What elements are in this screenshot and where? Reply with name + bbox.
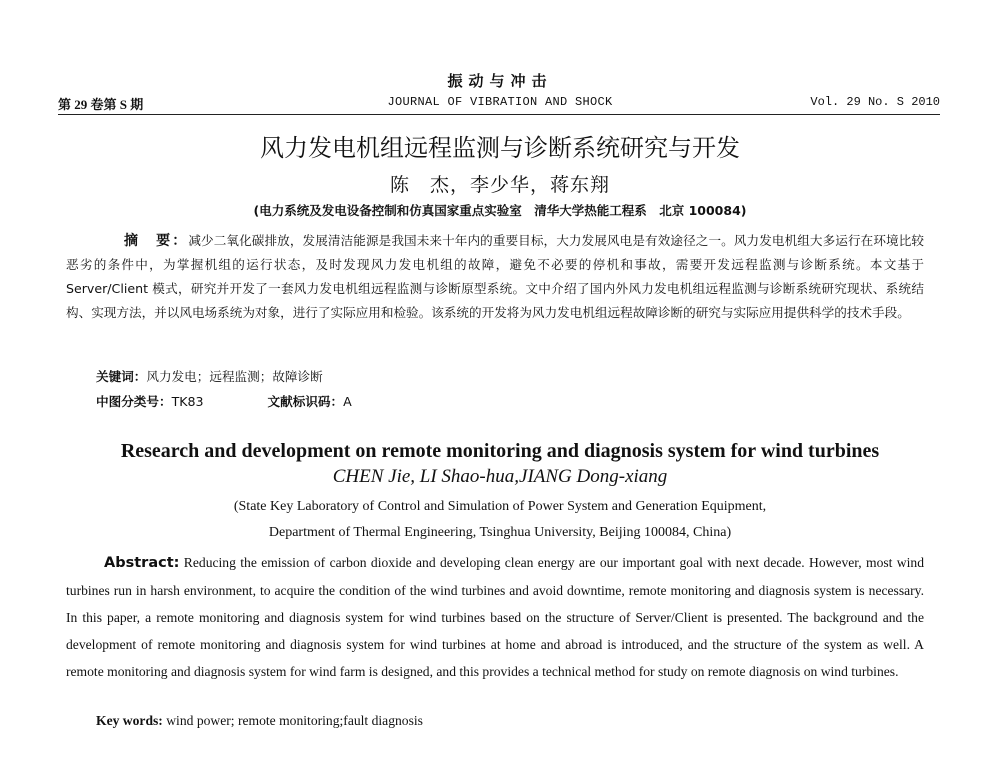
affiliation-english-line2: Department of Thermal Engineering, Tsinghua University, Beijing 100084, China) (268, 525, 732, 540)
keywords-chinese-label: 关键词： (96, 369, 147, 384)
affiliation-english-line1: (State Key Laboratory of Control and Simulation of Power System and Generation Equipment, (233, 499, 767, 514)
paper-title-chinese: 风力发电机组远程监测与诊断系统研究与开发 (260, 134, 740, 162)
classification-value: TK83 (171, 394, 204, 409)
journal-name-english: JOURNAL OF VIBRATION AND SHOCK (387, 95, 613, 109)
keywords-english-text: wind power; remote monitoring;fault diagnosis (166, 713, 423, 728)
journal-name-chinese: 振动与冲击 (447, 74, 553, 90)
keywords-chinese-text: 风力发电；远程监测；故障诊断 (146, 369, 323, 384)
abstract-chinese-text: 减少二氧化碳排放，发展清洁能源是我国未来十年内的重要目标，大力发展风电是有效途径之一。风力发电机组大多运行在环境比较恶劣的条件中，为掌握机组的运行状态，及时发现风力发电机组的故障，避免不必要的停机和事故，需要开发远程监测与诊断系统。本文基于 Server/Client 模式，研究并开发了一套风力发电机组远程监测与诊断原型系统。文中介绍了国内外风力发电机组远程监测与诊断系统研究现状、系统结构、实现方法，并以风电场系统为对象，进行了实际应用和检验。该系统的开发将为风力发电机组远程故障诊断的研究与实际应用提供科学的技术手段。 (66, 233, 925, 320)
classification-label: 中图分类号： (96, 394, 172, 409)
affiliation-chinese: (电力系统及发电设备控制和仿真国家重点实验室 清华大学热能工程系 北京 100084) (253, 203, 747, 218)
issue-label: 第 29 卷第 S 期 (58, 97, 144, 112)
authors-english: CHEN Jie, LI Shao-hua,JIANG Dong-xiang (332, 466, 668, 487)
abstract-english-label: Abstract: (104, 555, 180, 571)
authors-chinese: 陈 杰，李少华，蒋东翔 (389, 174, 610, 196)
header-divider (58, 114, 940, 115)
keywords-english-label: Key words: (96, 713, 163, 728)
document-code-label: 文献标识码： (267, 394, 344, 409)
keywords-english (96, 713, 423, 729)
abstract-english (66, 549, 924, 685)
paper-title-english: Research and development on remote monitoring and diagnosis system for wind turbines (120, 440, 880, 462)
abstract-chinese (66, 229, 924, 325)
volume-label: Vol. 29 No. S 2010 (810, 95, 940, 109)
classification-line (96, 391, 352, 410)
abstract-chinese-label: 摘 要： (124, 233, 189, 249)
abstract-english-text: Reducing the emission of carbon dioxide and developing clean energy are our important goal with next decade. However, most wind turbines run in harsh environment, to acquire the condition of the wind turbines and avoid downtime, remote monitoring and diagnosis system is necessary. In this paper, a remote monitoring and diagnosis system for wind turbines based on the structure of Server/Client is presented. The background and the development of remote monitoring and diagnosis system for wind turbines at home and abroad is introduced, and the structure of the system as well. A remote monitoring and diagnosis system for wind farm is designed, and this provides a technical method for study on remote diagnosis on wind turbines. (66, 555, 924, 679)
document-code-value: A (343, 394, 352, 409)
keywords-chinese (96, 366, 323, 385)
